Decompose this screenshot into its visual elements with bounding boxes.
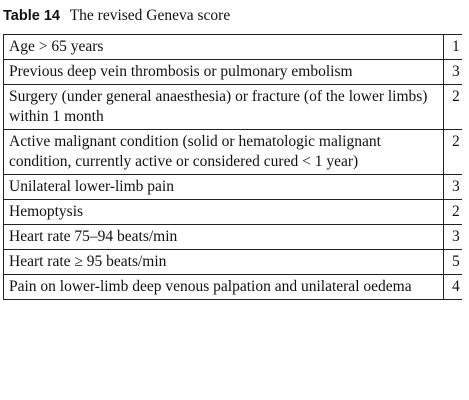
criterion-cell: Active malignant condition (solid or hematologic malignant condition, currently active or considered cured < 1 year) [4, 130, 444, 175]
points-cell: 5 [444, 250, 463, 275]
table-number: Table 14 [3, 8, 60, 24]
table-caption [3, 2, 230, 30]
table-row [4, 60, 463, 85]
table-row [4, 175, 463, 200]
table-row [4, 85, 463, 130]
points-cell: 3 [444, 175, 463, 200]
table-row [4, 250, 463, 275]
criterion-cell: Heart rate ≥ 95 beats/min [4, 250, 444, 275]
criterion-cell: Hemoptysis [4, 200, 444, 225]
points-cell: 1 [444, 35, 463, 60]
table-row [4, 130, 463, 175]
points-cell: 3 [444, 60, 463, 85]
points-cell: 3 [444, 225, 463, 250]
table-row [4, 200, 463, 225]
criterion-cell: Unilateral lower-limb pain [4, 175, 444, 200]
points-cell: 2 [444, 130, 463, 175]
table-row [4, 275, 463, 300]
criterion-cell: Pain on lower-limb deep venous palpation and unilateral oedema [4, 275, 444, 300]
criterion-cell: Age > 65 years [4, 35, 444, 60]
points-cell: 4 [444, 275, 463, 300]
table-title: The revised Geneva score [69, 7, 231, 24]
criterion-cell: Previous deep vein thrombosis or pulmonary embolism [4, 60, 444, 85]
points-cell: 2 [444, 200, 463, 225]
table-row [4, 225, 463, 250]
table-row [4, 35, 463, 60]
criterion-cell: Surgery (under general anaesthesia) or fracture (of the lower limbs) within 1 month [4, 85, 444, 130]
criterion-cell: Heart rate 75–94 beats/min [4, 225, 444, 250]
geneva-score-table [3, 34, 462, 300]
points-cell: 2 [444, 85, 463, 130]
